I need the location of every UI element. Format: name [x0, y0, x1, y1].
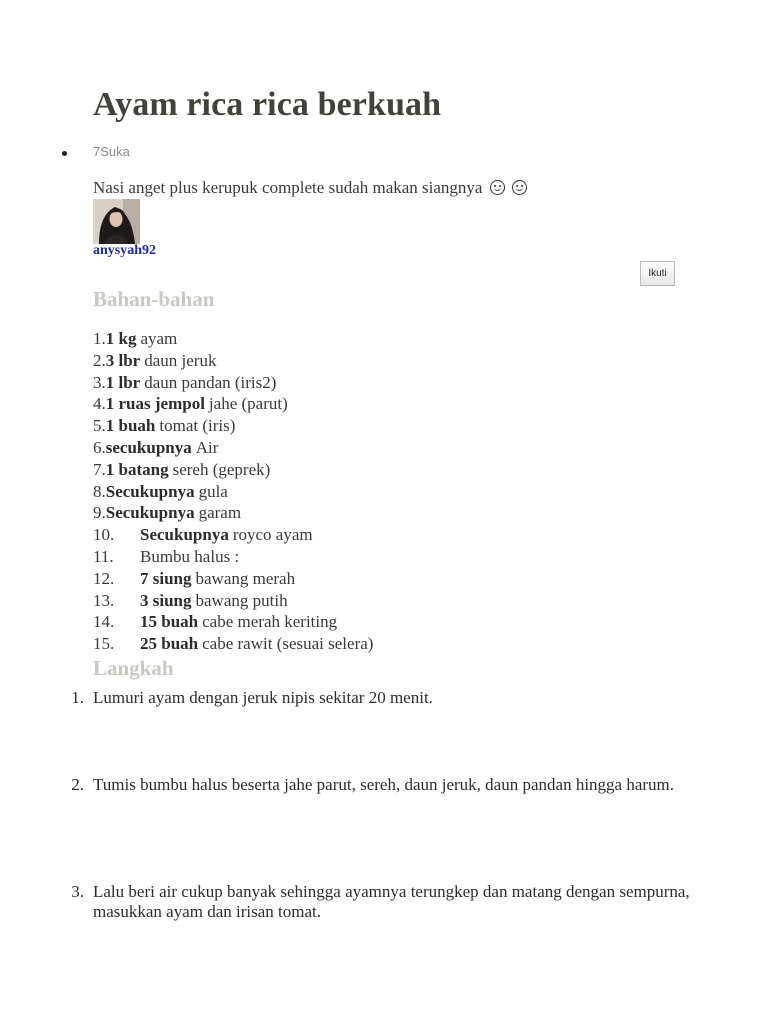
step-item [60, 775, 700, 795]
ingredient-item [93, 372, 373, 394]
ingredient-number: 7. [93, 459, 106, 479]
ingredient-item [93, 546, 373, 568]
ingredient-name: royco ayam [232, 525, 313, 545]
ingredient-number: 3. [93, 372, 106, 392]
recipe-description [93, 178, 527, 198]
ingredient-item [93, 568, 373, 590]
ingredient-item [93, 481, 373, 503]
step-number [60, 882, 93, 922]
ingredients-list [93, 328, 373, 655]
bullet-icon [62, 151, 67, 156]
author-avatar[interactable] [93, 199, 140, 244]
ingredient-name: bawang merah [195, 568, 296, 588]
ingredient-quantity: 7 siung [140, 568, 192, 588]
ingredient-quantity: 1 batang [105, 459, 169, 479]
ingredient-quantity: 1 lbr [105, 372, 141, 392]
likes-count[interactable]: 7Suka [93, 143, 130, 159]
ingredient-item [93, 328, 373, 350]
ingredients-heading: Bahan-bahan [93, 287, 215, 311]
ingredient-name: Air [195, 437, 219, 457]
ingredient-quantity: secukupnya [105, 437, 192, 457]
steps-heading: Langkah [93, 656, 174, 680]
ingredient-number: 2. [93, 350, 106, 370]
ingredient-number: 4. [93, 394, 106, 414]
ingredient-number: 9. [93, 503, 106, 523]
ingredient-item [93, 437, 373, 459]
ingredient-name: garam [198, 503, 242, 523]
follow-button[interactable]: Ikuti [640, 261, 675, 286]
ingredient-number: 12. [93, 568, 115, 588]
ingredient-number: 1. [93, 329, 106, 348]
ingredient-quantity: 1 kg [105, 329, 137, 348]
ingredient-number: 5. [93, 416, 106, 436]
ingredient-number: 10. [93, 525, 115, 545]
smiley-icon [490, 180, 505, 195]
ingredient-name: sereh (geprek) [172, 459, 271, 479]
ingredient-name: daun jeruk [144, 350, 217, 370]
page-title: Ayam rica rica berkuah [93, 86, 442, 123]
step-text: Tumis bumbu halus beserta jahe parut, sereh, daun jeruk, daun pandan hingga harum. [93, 775, 675, 794]
ingredient-name: jahe (parut) [208, 394, 288, 414]
step-number-label: 3. [71, 882, 84, 901]
ingredient-name: ayam [140, 329, 178, 348]
ingredient-item [93, 524, 373, 546]
ingredient-item [93, 350, 373, 372]
avatar-photo-icon [93, 199, 140, 244]
ingredient-number: 8. [93, 481, 106, 501]
ingredient-quantity: Secukupnya [140, 525, 229, 545]
step-text: Lalu beri air cukup banyak sehingga ayamnya terungkep dan matang dengan sempurna, masukkan ayam dan irisan tomat. [93, 882, 690, 921]
ingredient-item [93, 590, 373, 612]
ingredient-name: cabe rawit (sesuai selera) [202, 634, 374, 654]
ingredient-quantity: 1 ruas jempol [105, 394, 205, 414]
ingredient-name: gula [198, 481, 228, 501]
ingredient-number: 13. [93, 590, 115, 610]
ingredient-quantity: Secukupnya [105, 503, 195, 523]
ingredient-quantity: 15 buah [140, 612, 199, 632]
smiley-icon [512, 180, 527, 195]
ingredient-quantity: 25 buah [140, 634, 199, 654]
ingredient-quantity: 3 lbr [105, 350, 141, 370]
author-name-link[interactable]: anysyah92 [93, 243, 157, 258]
step-number [60, 688, 93, 708]
step-text: Lumuri ayam dengan jeruk nipis sekitar 20 menit. [93, 688, 433, 707]
step-item [60, 688, 700, 708]
step-number-label: 1. [71, 688, 84, 707]
step-number-label: 2. [71, 775, 84, 794]
ingredient-name: tomat (iris) [159, 416, 236, 436]
ingredient-name: Bumbu halus : [140, 546, 240, 566]
ingredient-name: bawang putih [195, 590, 288, 610]
ingredient-quantity: 3 siung [140, 590, 192, 610]
step-item [60, 882, 700, 922]
ingredient-quantity: Secukupnya [105, 481, 195, 501]
ingredient-name: cabe merah keriting [202, 612, 338, 632]
likes-row [62, 142, 130, 160]
ingredient-quantity: 1 buah [105, 416, 156, 436]
ingredient-item [93, 633, 373, 655]
ingredient-item [93, 611, 373, 633]
ingredient-item [93, 393, 373, 415]
ingredient-item [93, 459, 373, 481]
description-text: Nasi anget plus kerupuk complete sudah makan siangnya [93, 178, 483, 197]
ingredient-number: 11. [93, 546, 114, 566]
ingredient-number: 6. [93, 437, 106, 457]
ingredient-item [93, 415, 373, 437]
step-number [60, 775, 93, 795]
ingredient-item [93, 502, 373, 524]
ingredient-number: 15. [93, 634, 115, 654]
ingredient-name: daun pandan (iris2) [144, 372, 277, 392]
ingredient-number: 14. [93, 612, 115, 632]
